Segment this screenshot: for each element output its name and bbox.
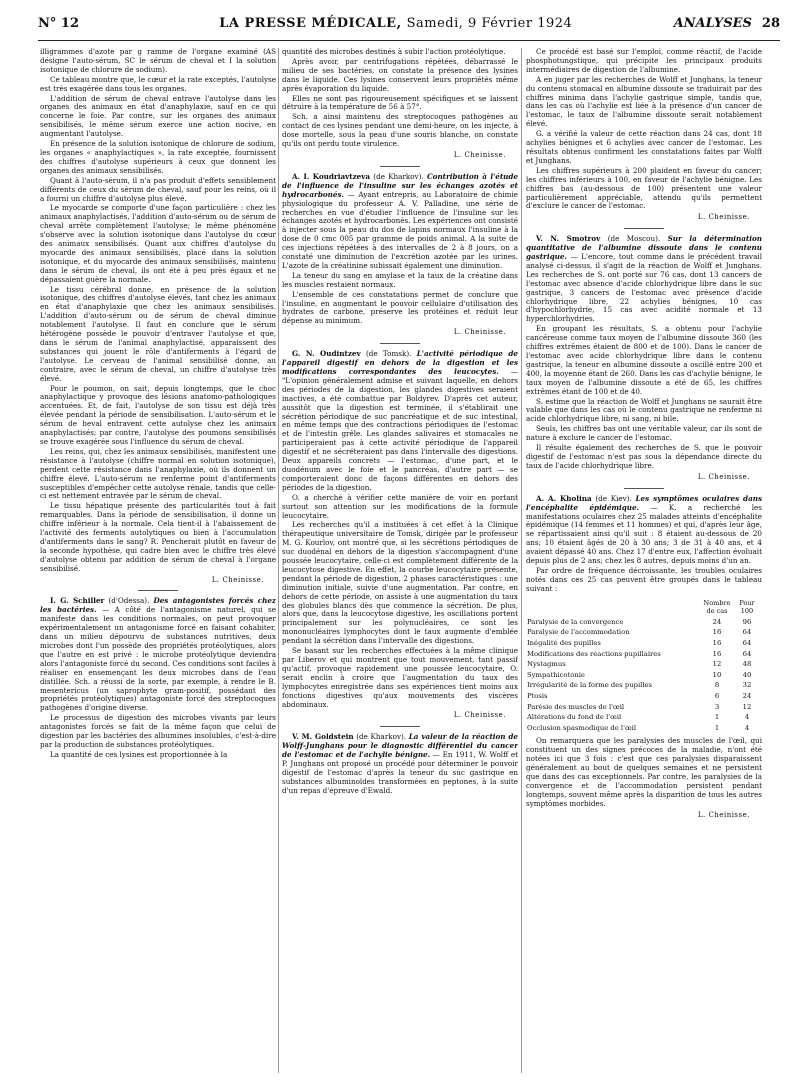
symptom-label: Irrégularité de la forme des pupilles [527,681,653,690]
article-author: A. I. Koudriavtzeva [292,171,371,181]
article-text: — Ayant entrepris, au Laboratoire de chimie physiologique du professeur A. V. Palladine, une série de recherches en vue d'étudier l'influence de l'insuline sur les échanges azotés et hydrocarbonés. Les expériences ont consisté à injecter sous la peau du dos de lapins normaux l'insuline à la dose de 0 cmc 005 par gramme de poids animal. A la suite de ces injections répétées à des intervalles de 2 à 8 jours, on a constaté une diminution de l'excrétion azotée par les urines. L'azote de la créatinine subissait également une diminution. [282,189,518,270]
case-count: 6 [714,692,720,700]
article-lead [526,235,762,324]
case-count: 1 [714,723,720,732]
paragraph: Par ordre de fréquence décroissante, les troubles oculaires notés dans ces 25 cas peuvent être groupés dans le tableau suivant : [526,565,762,593]
case-count: 16 [712,649,722,658]
article-city: (de Moscou). [600,234,668,244]
signature: L. Cheinisse. [453,711,506,720]
paragraph: S. estime que la réaction de Wolff et Junghans ne saurait être valable que dans les cas où le contenu gastrique ne renferme ni acide chlorhydrique libre, ni sang, ni bile. [526,396,762,424]
case-count: 24 [712,617,722,626]
paragraph: O. a cherché à vérifier cette manière de voir en portant surtout son attention sur les modifications de la formule leucocytaire. [282,492,518,520]
paragraph: Quant à l'auto-sérum, il n'a pas produit d'effets sensiblement différents de ceux du sérum de cheval, sauf pour les reins, où il a fourni un chiffre d'autolyse plus élevé. [40,175,276,203]
paragraph: La quantité de ces lysines est proportionnée à la [50,749,228,759]
percent-value: 64 [742,649,752,658]
column-divider [521,48,522,1073]
symptom-label: Modifications des réactions pupillaires [527,649,661,658]
table-row [526,659,762,670]
paragraph: Pour le poumon, on sait, depuis longtemps, que le choc anaphylactique y provoque des lésions anatomo-pathologiques accentuées. Et, de fait, l'autolyse de son tissu est déjà très élevée pendant la période de sensibilisation. L'auto-sérum et le sérum de heval entravent cette autolyse chez les animaux anaphylactisés; par contre, l'autolyse des poumons sensibilisés se trouve exagérée sous l'influence du sérum de cheval. [40,383,276,446]
issue-date: Samedi, 9 Février 1924 [406,16,573,31]
article-text: — En 1911, W. Wolff et P. Junghans ont proposé un procédé pour déterminer le pouvoir digestif de l'estomac d'après la teneur du suc gastrique en substances albuminoïdes transformées en peptones, à la suite d'un repas d'épreuve d'Ewald. [282,750,518,795]
table-row [526,617,762,628]
paragraph: La teneur du sang en amylase et la taux de la créatine dans les muscles restaient normaux. [282,270,518,289]
article-author: V. N. Smotrov [536,234,601,244]
percent-value: 96 [742,617,752,626]
paragraph: Il résulte également des recherches de S. que le pouvoir digestif de l'estomac n'est pas sous la dépendance directe du taux de l'acide chlorhydrique libre. [526,443,762,470]
column-divider [278,48,279,1073]
page-number: 28 [761,16,780,31]
paragraph: Les chiffres supérieurs à 200 plaident en faveur du cancer; les chiffres inférieurs à 100, en faveur de l'achylie bénigne. Les chiffres bas (au-dessous de 100) présentent une valeur particulièrement appréciable, attendu qu'ils permettent d'exclure le cancer de l'estomac. [526,165,762,211]
table-row [526,691,762,702]
paragraph: En présence de la solution isotonique de chlorure de sodium, les organes « anaphylactiques », la rate exceptée, fournissent des chiffres d'autolyse supérieurs à ceux que donnent les organes des animaux sensibilisés. [40,139,276,175]
paragraph: Le myocarde se comporte d'une façon particulière : chez les animaux anaphylactisés, l'addition d'auto-sérum ou de sérum de cheval arrête complètement l'autolyse; le même phénomène s'observe avec la solution isotonique dans l'autolyse du cœur des animaux sensibilisés. Quant aux chiffres d'autolyse du myocarde des animaux sensibilisés, placé dans la solution isotonique, et du myocarde des animaux sensibilisés, maintenu dans le sérum de cheval, ils ont été à peu près égaux et ne dépassaient guère la normale. [40,203,276,284]
article-separator [380,726,420,727]
article-author: A. A. Kholina [536,493,592,503]
paragraph: L'ensemble de ces constatations permet de conclure que l'insuline, en augmentant le pouvoir cellulaire d'utilisation des hydrates de carbone, préserve les protéines et réduit leur dépense au minimum. [282,289,518,326]
paragraph: On remarquera que les paralysies des muscles de l'œil, qui constituent un des signes précoces de la maladie, n'ont été notées ici que 3 fois : c'est que ces paralysies disparaissent généralement au bout de quelques semaines et ne persistent que dans des cas exceptionnels. Par contre, les paralysies de la convergence et de l'accommodation persistent pendant longtemps, souvent même après la disparition de tous les autres symptômes morbides. [526,736,762,808]
percent-value: 64 [742,628,752,637]
article-separator [380,343,420,344]
paragraph: Sch. a ainsi maintenu des streptocoques pathogènes au contact de ces lysines pendant une demi-heure, on les injecte, à dose mortelle, sous la peau d'une souris blanche, on constate qu'ils ont perdu toute virulence. [282,112,518,149]
paragraph: L'addition de sérum de cheval entrave l'autolyse dans les organes des animaux en état d'anaphylaxie, sauf en ce qui concerne le foie. Par contre, sur les organes des animaux sensibilisés, le même sérum exerce une action nocive, en augmentant l'autolyse. [40,93,276,139]
case-count: 3 [714,702,720,711]
article-title: Sur la détermination quantitative de l'albumine dissoute dans le contenu gastrique. [526,234,762,262]
table-row [526,702,762,713]
signature: L. Cheinisse. [453,150,506,159]
table-row [526,680,762,691]
article-city: (de Kiev). [591,493,636,503]
article-author: I. G. Schiller [50,596,105,606]
case-count: 12 [712,660,722,669]
percent-value: 24 [742,692,752,700]
case-count: 8 [714,681,720,690]
paragraph: En groupant les résultats, S. a obtenu pour l'achylie cancéreuse comme taux moyen de l'albumine dissoute 360 (les chiffres extrêmes étaient de 800 et de 100). Dans le cancer de l'estomac avec acide chlorhydrique libre dans le contenu gastrique, la teneur en albumine dissoute a oscillé entre 200 et 400, la moyenne étant de 260. Dans les cas d'achylie bénigne, le taux moyen de l'albumine dissoute a été de 65, les chiffres extrêmes étant de 100 et de 40. [526,324,762,396]
percent-value: 64 [742,639,752,648]
percent-value: 48 [742,660,752,669]
paragraph: Le tissu hépatique présente des particularités tout à fait remarquables. Dans la période de sensibilisation, il donne un chiffre inférieur à la normale. Cela tient-il à l'abaissement de l'activité des ferments autolytiques ou bien à l'accumulation d'antiferments dans le sang? R. Pencherait plutôt en faveur de la seconde hypothèse, qui cadre bien avec le chiffre très élevé d'autolyse obtenu par addition de sérum de cheval à l'organe sensibilisé. [40,501,276,573]
paragraph: A en juger par les recherches de Wolff et Junghans, la teneur du contenu stomacal en albumine dissoute se traduirait par des chiffres minima dans l'achylie gastrique simple, tandis que, dans les cas où l'achylie est liée à la présence d'un cancer de l'estomac, le taux de l'albumine dissoute serait notablement élevé. [526,74,762,129]
signature: L. Cheinisse. [453,328,506,337]
symptom-label: Nystagmus [527,660,566,669]
paragraph: Elles ne sont pas rigoureusement spécifiques et se laissent détruire à la température de 56 à 57°. [282,93,518,112]
article-text: — A côté de l'antagonisme naturel, qui se manifeste dans les conditions normales, on peut provoquer expérimentalement un antagonisme forcé en faisant cohabiter, dans un milieu dépourvu de substances nutritives, deux microbes dont l'un possède des propriétés protéolytiques, alors que l'autre en est privé : le microbe protéolytique deviendra alors l'antagoniste forcé du second. Ces conditions sont faciles à réaliser en ensemençant les deux microbes dans de l'eau distillée. Sch. a réussi de la sorte, par exemple, à rendre le B. mesentericus (un saprophyte gram-positif, possédant des propriétés protéolytiques) antagoniste forcé des streptocoques pathogènes d'origine diverse. [40,605,276,713]
table-row [526,712,762,723]
paragraph: Ce tableau montre que, le cœur et la rate exceptés, l'autolyse est très exagérée dans tous les organes. [40,74,276,93]
percent-value: 32 [742,681,752,690]
case-count: 10 [712,670,722,679]
symptom-label: Inégalité des pupilles [527,639,601,648]
article-title: L'activité périodique de l'appareil digestif en dehors de la digestion et les modifications correspondantes des leucocytes. [282,349,518,376]
paragraph: Se basant sur les recherches effectuées à la même clinique par Liberov et qui montrent que tout mouvement, tant passif qu'actif, provoque rapidement une poussée leucocytaire, O. serait enclin à croire que l'augmentation du taux des lymphocytes enregistrée dans ses expériences tient moins aux fonctions digestives qu'aux mouvements des viscères abdominaux. [282,646,518,709]
case-count: 16 [712,628,722,637]
percent-value: 12 [742,702,752,711]
paragraph: illigrammes d'azote par g ramme de l'organe examiné (AS désigne l'auto-sérum, SC le sérum de cheval et I la solution isotonique de chlorure de sodium). [40,48,276,74]
symptom-label: Parésie des muscles de l'œil [527,702,625,711]
symptom-label: Occlusion spasmodique de l'œil [527,723,637,732]
article-lead [282,350,518,493]
article-title: Contribution à l'étude de l'influence de l'insuline sur les échanges azotés et hydrocarbonés. [282,171,518,199]
table-row [526,627,762,638]
article-title: La valeur de la réaction de Wolff-Junghans pour le diagnostic différentiel du cancer de l'estomac et de l'achylie bénigne. [282,732,518,760]
symptom-label: Ptosis [527,692,548,700]
symptom-label: Paralysie de l'accommodation [527,628,630,637]
article-separator [138,590,178,591]
paragraph: Les recherches qu'il a instituées à cet effet à la Clinique thérapeutique universitaire de Tomsk, dirigée par le professeur M. G. Kourlov, ont montré que, si les sécrétions périodiques de suc duodénal en dehors de la digestion s'accompagnent d'une poussée leucocytaire, celle-ci est complètement différente de la leucocytose digestive. En effet, la courbe leucocytaire présente, pendant la période de digestion, 2 phases caractéristiques : une diminution initiale, suivie d'une augmentation. Par contre, en dehors de cette période, on assiste à une augmentation du taux des globules blancs dès que commence la sécrétion. De plus, alors que, dans la leucocytose digestive, les oscillations portent principalement sur les polynucléaires, ce sont les mononucléaires lymphocytes dont le taux augmente d'emblée pendant la sécrétion dans l'intervalle des digestions. [282,520,518,646]
article-city: (de Tomsk). [360,349,417,359]
paragraph: Le processus de digestion des microbes vivants par leurs antagonistes forcés se fait de la même façon que celui de digestion par les bactéries des albumines insolubles, c'est-à-dire par la production de substances protéolytiques. [40,713,276,749]
article-lead [526,495,762,566]
percent-value: 40 [742,670,752,679]
symptom-label: Altérations du fond de l'œil [527,713,622,722]
article-author: G. N. Oudintzev [292,349,361,359]
case-count: 1 [714,713,720,722]
table-header-blank [526,598,702,617]
signature: L. Cheinisse. [211,575,264,584]
article-city: (de Kharkov). [370,171,427,181]
journal-name: LA PRESSE MÉDICALE, [219,16,402,31]
column-3 [526,48,762,1078]
column-1 [40,48,276,1078]
paragraph: Le tissu cérébral donne, en présence de la solution isotonique, des chiffres d'autolyse élevés, tant chez les animaux en état d'anaphylaxie que chez les animaux sensibilisés. L'addition d'auto-sérum ou de sérum de cheval diminue notablement l'autolyse. Il faut en conclure que le sérum hétérogène possède le pouvoir d'entraver l'autolyse et que, dans le sérum de l'animal anaphylactisé, apparaissent des substances qui jouent le rôle d'antiferments à l'égard de l'autolyse. Le cerveau de l'animal sensibilisé donne, au contraire, avec le sérum de cheval, un chiffre d'autolyse très élevé. [40,284,276,383]
table-row [526,723,762,734]
article-lead [282,173,518,271]
article-lead [282,733,518,795]
article-text: — L'encore, tout comme dans le précédent travail analysé ci-dessus, il s'agit de la réaction de Wolff et Junghans. Les recherches de S. ont porté sur 76 cas, dont 13 cancers de l'estomac avec absence d'acide chlorhydrique libre dans le suc gastrique, 3 cancers de l'estomac avec présence d'acide chlorhydrique libre, 22 achylies bénignes, 10 cas d'hypochlorhydrie, 15 cas avec acidité normale et 13 hyperchlorhydries. [526,252,762,324]
issue-number: N° 12 [38,16,79,31]
article-separator [380,166,420,167]
article-title: Les symptômes oculaires dans l'encéphalite épidémique. [526,493,762,512]
signature: L. Cheinisse. [697,810,750,819]
page-header [38,16,780,42]
article-city: (de Kharkov). [353,732,409,742]
article-text: — "L'opinion généralement admise et suivant laquelle, en dehors des périodes de la digestion, les glandes digestives seraient inactives, a été combattue par Boldyrev. D'après cet auteur, aussitôt que la digestion est terminée, il s'établirait une sécrétion périodique de suc pancréatique et de suc intestinal, en même temps que des contractions périodiques de l'estomac et de l'intestin grêle. Les glandes salivaires et stomacales ne participeraient pas à cette activité périodique de l'appareil digestif et ne sécréteraient pas dans l'intervalle des digestions. Deux appareils concrets — l'estomac, d'une part, et le duodénum avec le foie et le pancréas, d'autre part — se comporteraient donc de façons différentes en dehors des périodes de la digestion. [282,367,518,492]
article-author: V. M. Goldstein [292,732,354,742]
table-header-row [526,598,762,617]
paragraph: Les reins, qui, chez les animaux sensibilisés, manifestent une résistance à l'autolyse (chiffre normal en solution isotonique), perdent cette résistance dans l'anaphylaxie, où ils donnent un chiffre élevé. L'auto-sérum ne renferme point d'antiferments susceptibles d'empêcher cette autolyse rénale, tandis que celle-ci est nettement entravée par le sérum de cheval. [40,446,276,501]
symptom-label: Paralysie de la convergence [527,617,624,626]
paragraph: Ce procédé est basé sur l'emploi, comme réactif, de l'acide phosphotungstique, qui précipite les principaux produits intermédiaires de digestion de l'albumine. [526,48,762,74]
signature: L. Cheinisse. [697,472,750,481]
paragraph: Seuls, les chiffres bas ont une véritable valeur, car ils sont de nature à exclure le cancer de l'estomac. [526,424,762,443]
paragraph: quantité des microbes destinés à subir l'action protéolytique. [282,48,506,56]
case-count: 16 [712,639,722,648]
table-body [526,617,762,734]
table-header-count: Nombre de cas [703,598,731,616]
percent-value: 4 [744,723,750,732]
table-row [526,638,762,649]
article-lead [40,597,276,713]
table-row [526,670,762,681]
symptom-label: Sympathicotonie [527,670,585,679]
table-header-percent: Pour 100 [739,598,755,616]
section-name: ANALYSES [673,16,752,31]
article-city: (d'Odessa). [104,596,154,606]
column-2 [282,48,518,1078]
paragraph: Après avoir, par centrifugations répétées, débarrassé le milieu de ses bactéries, on constate la présence des lysines dans le liquide. Ces lysines conservent leurs propriétés même après évaporation du liquide. [282,56,518,93]
percent-value: 4 [744,713,750,722]
paragraph: G. a vérifié la valeur de cette réaction dans 24 cas, dont 18 achylies bénignes et 6 achylies avec cancer de l'estomac. Les résultats obtenus confirment les constatations faites par Wolff et Junghans. [526,129,762,165]
article-separator [624,488,664,489]
journal-title [118,16,674,31]
article-separator [624,228,664,229]
header-rule [38,40,780,41]
symptoms-table [526,598,762,734]
article-title: Des antagonistes forcés chez les bactéries. [40,596,276,615]
table-row [526,649,762,660]
signature: L. Cheinisse. [697,213,750,222]
article-text: — K. a recherché les manifestations oculaires chez 25 malades atteints d'encéphalite épidémique (14 femmes et 11 hommes) et qui, d'après leur âge, se répartissaient ainsi qu'il suit : 8 étaient au-dessous de 20 ans; 10 étaient âgés de 20 à 30 ans; 3 de 31 à 40 ans, et 4 avaient dépassé 40 ans. Chez 17 d'entre eux, l'affection évoluait depuis plus de 2 ans; chez les 8 autres, depuis moins d'un an. [526,502,762,566]
